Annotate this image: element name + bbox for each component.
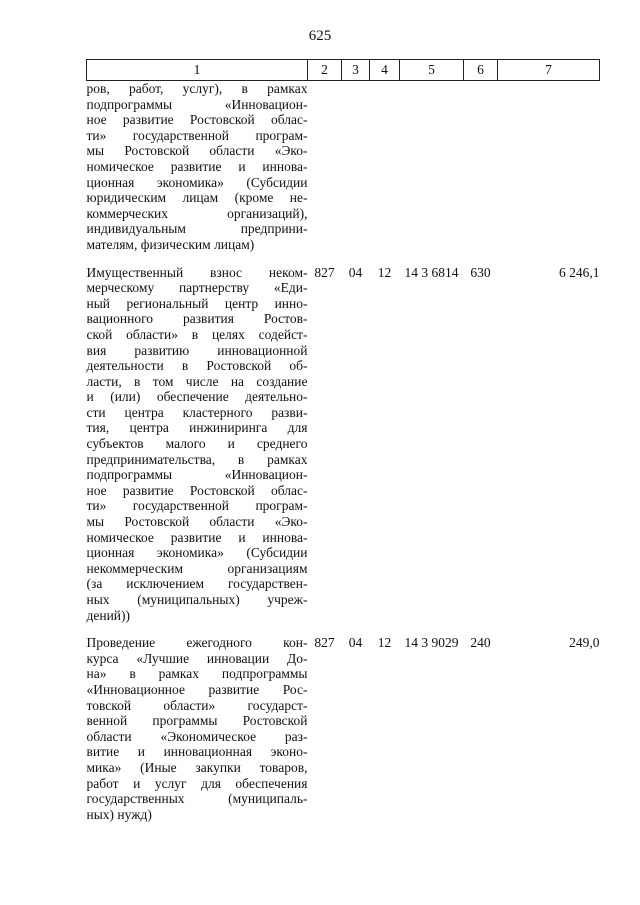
target-article-cell: 14 3 6814 <box>404 264 459 280</box>
description-line: юридическим лицам (кроме не- <box>86 190 308 206</box>
description-line: вия развитию инновационной <box>86 342 308 358</box>
ved-code-cell: 827 <box>314 635 335 651</box>
description-line: тия, центра инжиниринга для <box>86 420 308 436</box>
amount-cell: 249,0 <box>569 635 600 651</box>
ved-code-cell: 827 <box>314 264 335 280</box>
description-line: ных) нужд) <box>86 806 152 822</box>
section-cell: 04 <box>348 635 363 651</box>
page-number: 625 <box>308 28 332 44</box>
row-gap-cell <box>87 253 600 265</box>
table-row <box>87 265 600 624</box>
description-line: ный региональный центр инно- <box>86 295 308 311</box>
description-line: мерческому партнерству «Еди- <box>86 280 308 296</box>
header-col-6: 6 <box>464 60 498 81</box>
ved-code-cell <box>308 81 342 253</box>
description-line: Проведение ежегодного кон- <box>86 635 308 651</box>
subsection-cell <box>370 81 400 253</box>
description-line: венной программы Ростовской <box>86 713 308 729</box>
section-cell: 04 <box>348 264 363 280</box>
table-row <box>87 81 600 253</box>
description-line: некоммерческим организациям <box>86 560 308 576</box>
amount-cell: 6 246,1 <box>559 264 600 280</box>
section-cell <box>342 81 370 253</box>
description-line: ных (муниципальных) учреж- <box>86 592 308 607</box>
target-article-cell <box>400 81 464 253</box>
description-line: мы Ростовской области «Эко- <box>86 514 308 530</box>
description-line: подпрограммы «Инновацион- <box>86 467 308 483</box>
description-line: дений)) <box>86 607 131 623</box>
row-gap <box>87 623 600 635</box>
description-line: ционная экономика» (Субсидии <box>86 174 308 190</box>
description-cell <box>87 265 308 624</box>
description-line: предпринимательства, в рамках <box>86 451 308 467</box>
description-line: работ и услуг для обеспечения <box>86 775 308 791</box>
description-line: курса «Лучшие инновации До- <box>86 650 308 666</box>
header-row <box>87 60 600 81</box>
description-line: деятельности в Ростовской об- <box>86 358 308 374</box>
header-col-4: 4 <box>370 60 400 81</box>
header-col-2: 2 <box>308 60 342 81</box>
header-col-3: 3 <box>342 60 370 81</box>
description-line: «Инновационное развитие Рос- <box>86 681 308 697</box>
target-article-cell: 14 3 9029 <box>404 635 459 651</box>
description-line: ской области» в целях содейст- <box>86 326 308 342</box>
description-line: подпрограммы «Инновацион- <box>86 96 308 112</box>
table-row <box>87 635 600 822</box>
expense-type-cell: 630 <box>470 264 491 280</box>
description-line: ти» государственной програм- <box>86 498 308 514</box>
description-line: номическое развитие и иннова- <box>86 158 308 174</box>
description-line: номическое развитие и иннова- <box>86 529 308 545</box>
description-line: ров, работ, услуг), в рамках <box>86 81 308 96</box>
description-line: на» в рамках подпрограммы <box>86 666 308 682</box>
description-line: области «Экономическое раз- <box>86 728 308 744</box>
description-line: государственных (муниципаль- <box>86 791 308 807</box>
description-line: ное развитие Ростовской облас- <box>86 112 308 128</box>
description-line: вационного развития Ростов- <box>86 311 308 327</box>
description-line: ционная экономика» (Субсидии <box>86 545 308 561</box>
expense-type-cell <box>464 81 498 253</box>
description-line: мателям, физическим лицам) <box>86 236 255 252</box>
header-col-1: 1 <box>87 60 308 81</box>
description-cell <box>87 635 308 822</box>
description-line: индивидуальным предприни- <box>86 221 308 237</box>
description-line: субъектов малого и среднего <box>86 436 308 452</box>
table-body <box>87 81 600 823</box>
description-line: и (или) обеспечение деятельно- <box>86 389 308 405</box>
header-col-7: 7 <box>498 60 600 81</box>
description-line: ласти, в том числе на создание <box>86 373 308 389</box>
subsection-cell: 12 <box>377 264 392 280</box>
header-col-5: 5 <box>400 60 464 81</box>
description-line: ное развитие Ростовской облас- <box>86 482 308 498</box>
description-line: ти» государственной програм- <box>86 127 308 143</box>
description-line: сти центра кластерного разви- <box>86 404 308 420</box>
description-cell <box>87 81 308 253</box>
expense-type-cell: 240 <box>470 635 491 651</box>
subsection-cell: 12 <box>377 635 392 651</box>
description-line: коммерческих организаций), <box>86 205 308 221</box>
description-line: товской области» государст- <box>86 697 308 713</box>
amount-cell <box>498 81 600 253</box>
budget-table <box>86 59 600 822</box>
description-line: витие и инновационная эконо- <box>86 744 308 760</box>
description-line: (за исключением государствен- <box>86 576 308 592</box>
description-line: мика» (Иные закупки товаров, <box>86 759 308 775</box>
description-line: Имущественный взнос неком- <box>86 264 308 280</box>
description-line: мы Ростовской области «Эко- <box>86 143 308 159</box>
row-gap-cell <box>87 623 600 635</box>
row-gap <box>87 253 600 265</box>
